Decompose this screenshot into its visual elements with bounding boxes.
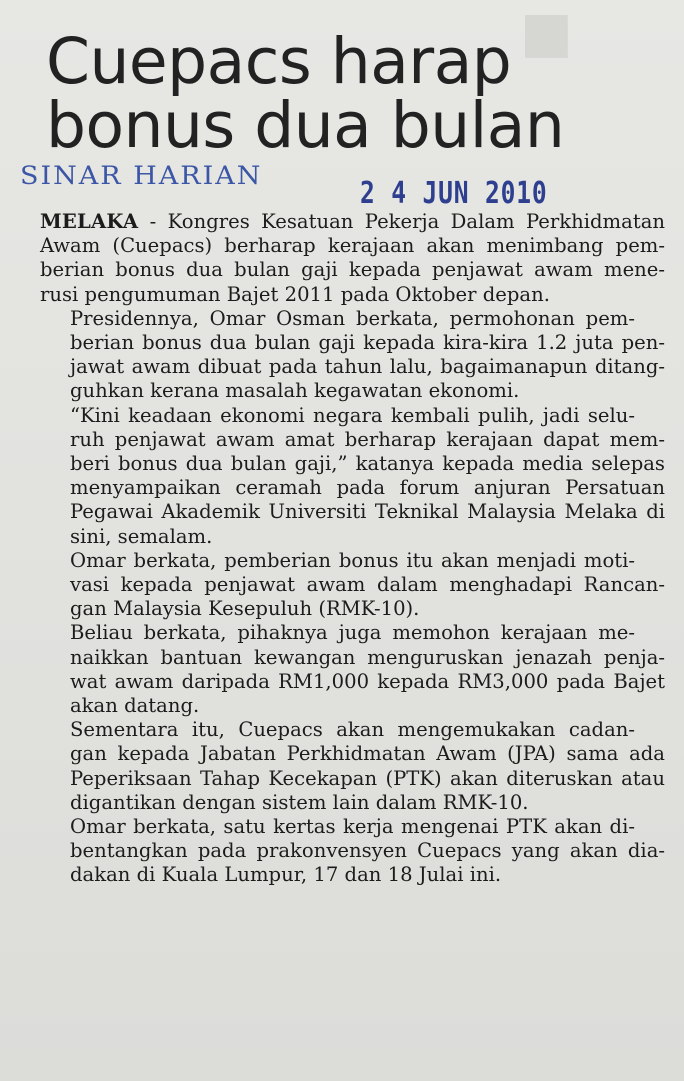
text-line: gan kepada Jabatan Perkhidmatan Awam (JPA) sama ada (70, 742, 665, 766)
text-line: menyampaikan ceramah pada forum anjuran Persatuan (70, 476, 665, 500)
text-line: gan Malaysia Kesepuluh (RMK-10). (70, 597, 420, 621)
headline (46, 25, 565, 162)
text-line: ruh penjawat awam amat berharap kerajaan dapat mem- (70, 427, 665, 451)
text-line: beri bonus dua bulan gaji,” katanya kepada media selepas (70, 452, 665, 476)
paragraph-2 (40, 307, 665, 404)
text-line: sini, semalam. (70, 524, 213, 548)
source-stamp: SINAR HARIAN (20, 162, 263, 191)
text-line: akan datang. (70, 694, 200, 718)
paragraph-4 (40, 549, 665, 622)
text-line: Awam (Cuepacs) berharap kerajaan akan menimbang pem- (40, 234, 665, 258)
text-line: Presidennya, Omar Osman berkata, permohonan pem- (70, 306, 635, 330)
headline-line-2: bonus dua bulan (46, 89, 565, 162)
text-line: vasi kepada penjawat awam dalam menghadapi Rancan- (70, 573, 665, 597)
text-line-content: - Kongres Kesatuan Pekerja Dalam Perkhidmatan (138, 210, 665, 233)
article-body (40, 210, 665, 888)
dateline: MELAKA (40, 210, 139, 233)
text-line: Omar berkata, pemberian bonus itu akan menjadi moti- (70, 548, 635, 572)
date-stamp: 2 4 JUN 2010 (360, 176, 548, 211)
paragraph-7 (40, 815, 665, 888)
paragraph-5 (40, 621, 665, 718)
text-line: berian bonus dua bulan gaji kepada penjawat awam mene- (40, 258, 665, 282)
paragraph-3 (40, 404, 665, 549)
text-line: wat awam daripada RM1,000 kepada RM3,000 pada Bajet (70, 669, 665, 693)
text-line: guhkan kerana masalah kegawatan ekonomi. (70, 379, 520, 403)
text-line: Beliau berkata, pihaknya juga memohon kerajaan me- (70, 621, 635, 645)
paragraph-1 (40, 210, 665, 307)
headline-line-1: Cuepacs harap (46, 25, 512, 98)
text-line: rusi pengumuman Bajet 2011 pada Oktober depan. (40, 282, 550, 306)
text-line: Omar berkata, satu kertas kerja mengenai PTK akan di- (70, 815, 635, 839)
text-line: “Kini keadaan ekonomi negara kembali pulih, jadi selu- (70, 403, 635, 427)
text-line: digantikan dengan sistem lain dalam RMK-10. (70, 790, 529, 814)
text-line: dakan di Kuala Lumpur, 17 dan 18 Julai ini. (70, 863, 502, 887)
text-line: Sementara itu, Cuepacs akan mengemukakan cadan- (70, 718, 635, 742)
bleed-through-text: ■ (520, 0, 573, 65)
text-line: jawat awam dibuat pada tahun lalu, bagaimanapun ditang- (70, 355, 665, 379)
text-line (40, 210, 665, 234)
paragraph-6 (40, 718, 665, 815)
text-line: Peperiksaan Tahap Kecekapan (PTK) akan diteruskan atau (70, 766, 665, 790)
text-line: Pegawai Akademik Universiti Teknikal Malaysia Melaka di (70, 500, 665, 524)
text-line: naikkan bantuan kewangan menguruskan jenazah penja- (70, 645, 665, 669)
text-line: bentangkan pada prakonvensyen Cuepacs yang akan dia- (70, 839, 665, 863)
text-line: berian bonus dua bulan gaji kepada kira-kira 1.2 juta pen- (70, 331, 665, 355)
